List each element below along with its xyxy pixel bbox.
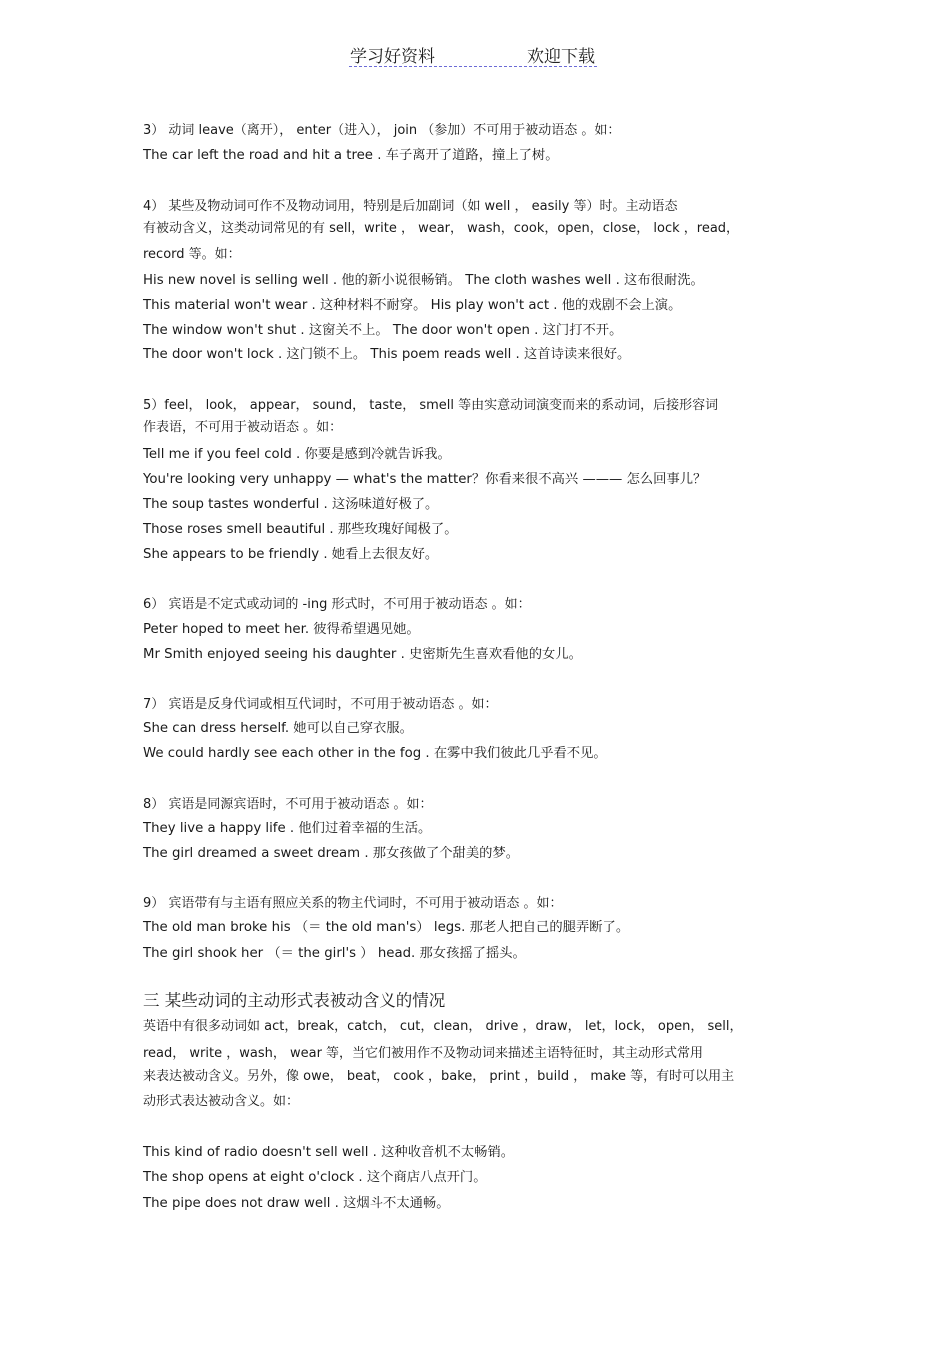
example-line: You're looking very unhappy — what's the matter？你看来很不高兴 ——— 怎么回事儿？: [143, 472, 707, 487]
example-line: The old man broke his （＝ the old man's） legs. 那老人把自己的腿弄断了。: [143, 920, 630, 935]
example-line: Peter hoped to meet her. 彼得希望遇见她。: [143, 622, 420, 637]
example-line: The girl dreamed a sweet dream . 那女孩做了个甜美的梦。: [143, 846, 520, 861]
example-line: The car left the road and hit a tree . 车子离开了道路，撞上了树。: [143, 148, 559, 163]
example-line: His new novel is selling well . 他的新小说很畅销。 The cloth washes well . 这布很耐洗。: [143, 273, 704, 288]
example-line: The door won't lock . 这门锁不上。 This poem reads well . 这首诗读来很好。: [143, 347, 631, 362]
example-line: She appears to be friendly . 她看上去很友好。: [143, 547, 439, 562]
example-line: We could hardly see each other in the fog . 在雾中我们彼此几乎看不见。: [143, 746, 607, 761]
item-7-heading: 7） 宾语是反身代词或相互代词时，不可用于被动语态 。如：: [143, 697, 498, 712]
section-text: 来表达被动含义。另外，像 owe， beat， cook ，bake， print ，build ， make 等，有时可以用主: [143, 1069, 735, 1084]
example-line: This kind of radio doesn't sell well . 这种收音机不太畅销。: [143, 1145, 515, 1160]
section-text: 英语中有很多动词如 act，break，catch， cut，clean， drive ，draw， let，lock， open， sell，: [143, 1019, 743, 1034]
example-line: They live a happy life . 他们过着幸福的生活。: [143, 821, 432, 836]
item-6-heading: 6） 宾语是不定式或动词的 -ing 形式时，不可用于被动语态 。如：: [143, 597, 531, 612]
item-4-text: record 等。如：: [143, 247, 241, 262]
item-8-heading: 8） 宾语是同源宾语时，不可用于被动语态 。如：: [143, 797, 433, 812]
item-3-heading: 3） 动词 leave（离开）， enter（进入）， join （参加）不可用于被动语态 。如：: [143, 123, 621, 138]
header-left-text: 学习好资料: [350, 47, 435, 67]
item-5-heading: 5）feel， look， appear， sound， taste， smell 等由实意动词演变而来的系动词，后接形容词: [143, 398, 719, 413]
section-title: 三 某些动词的主动形式表被动含义的情况: [143, 991, 446, 1010]
example-line: The soup tastes wonderful . 这汤味道好极了。: [143, 497, 439, 512]
example-line: Those roses smell beautiful . 那些玫瑰好闻极了。: [143, 522, 458, 537]
example-line: Mr Smith enjoyed seeing his daughter . 史密斯先生喜欢看他的女儿。: [143, 647, 582, 662]
example-line: She can dress herself. 她可以自己穿衣服。: [143, 721, 413, 736]
example-line: This material won't wear . 这种材料不耐穿。 His play won't act . 他的戏剧不会上演。: [143, 298, 682, 313]
item-4-heading: 4） 某些及物动词可作不及物动词用，特别是后加副词（如 well ， easily 等）时。主动语态: [143, 199, 678, 214]
item-5-text: 作表语，不可用于被动语态 。如：: [143, 420, 343, 435]
example-line: The shop opens at eight o'clock . 这个商店八点开门。: [143, 1170, 487, 1185]
item-9-heading: 9） 宾语带有与主语有照应关系的物主代词时，不可用于被动语态 。如：: [143, 896, 563, 911]
section-text: 动形式表达被动含义。如：: [143, 1094, 300, 1109]
header-right-text: 欢迎下载: [527, 47, 595, 67]
page-header: [349, 40, 597, 67]
example-line: The window won't shut . 这窗关不上。 The door won't open . 这门打不开。: [143, 323, 623, 338]
example-line: Tell me if you feel cold . 你要是感到冷就告诉我。: [143, 447, 451, 462]
example-line: The pipe does not draw well . 这烟斗不太通畅。: [143, 1196, 450, 1211]
example-line: The girl shook her （＝ the girl's ） head. 那女孩摇了摇头。: [143, 946, 526, 961]
section-text: read， write ，wash， wear 等，当它们被用作不及物动词来描述主语特征时，其主动形式常用: [143, 1046, 704, 1061]
item-4-text: 有被动含义，这类动词常见的有 sell，write ， wear， wash，cook，open，close， lock ，read，: [143, 221, 740, 236]
